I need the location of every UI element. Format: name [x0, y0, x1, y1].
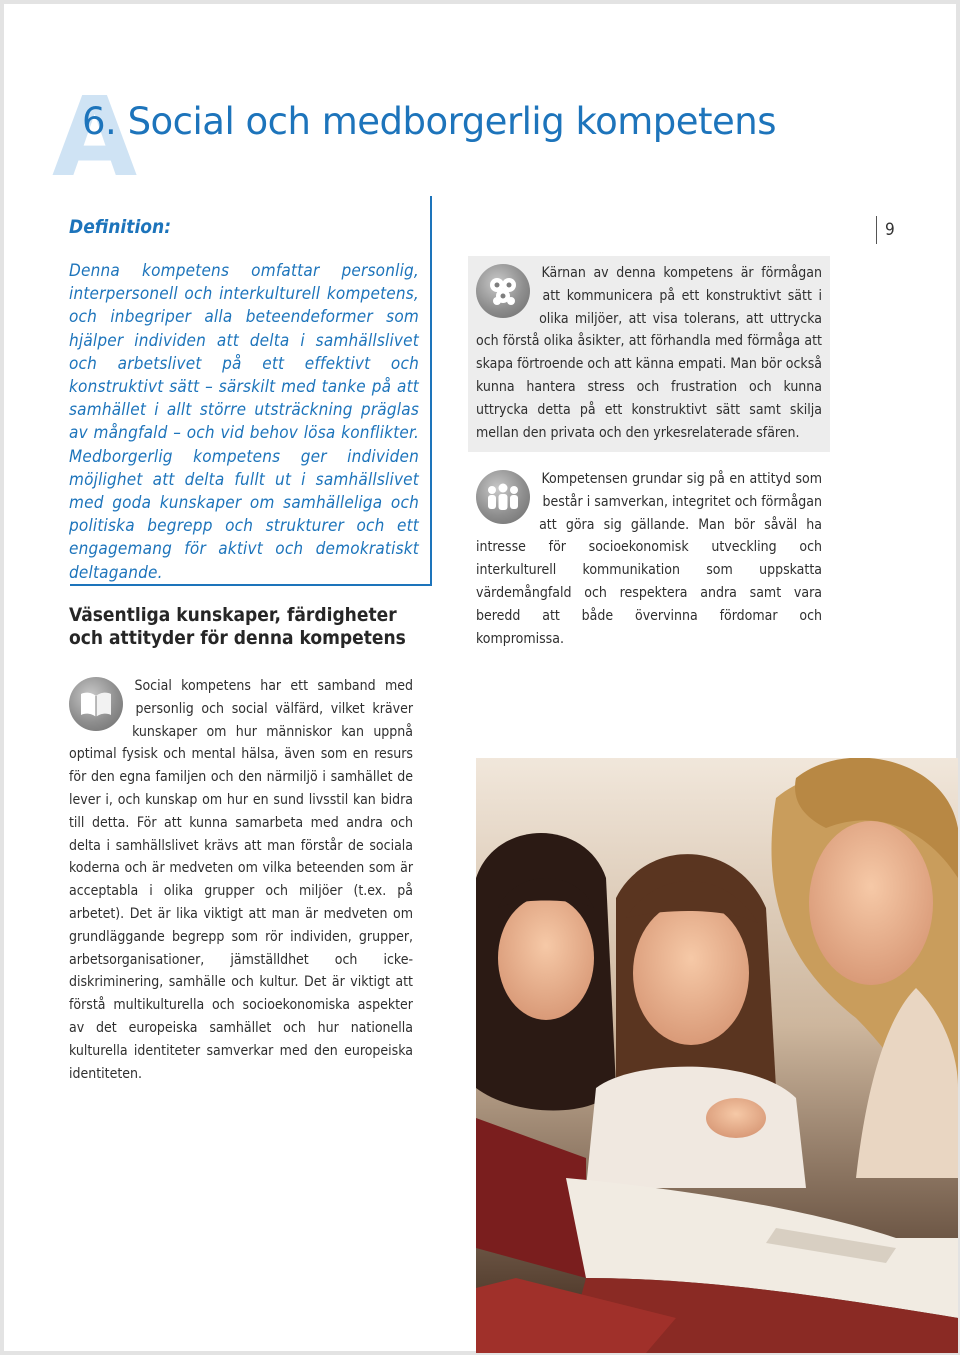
students-reading-photo: [476, 758, 958, 1353]
knowledge-text: Social kompetens har ett samband med personlig och social välfärd, vilket kräver kunskaper om hur människor kan uppnå optimal fysisk och mental hälsa, även som en resurs för den egna familjen och den närmiljö i samhället de lever i, och kunskap om hur en sund livsstil kan bidra till detta. För att kunna samarbeta med andra och delta i samhällslivet krävs att man förstår de sociala koderna och är medveten om vilka beteenden som är acceptabla i olika grupper och miljöer (t.ex. på arbetet). Det är lika viktigt att man är medveten om grundläggande begrepp som rör individen, grupper, arbetsorganisationer, jämställdhet och icke-diskriminering, samhälle och kultur. Det är viktigt att förstå multikulturella och socioekonomiska aspekter av det europeiska samhället och hur nationella kulturella identiteter samverkar med den europeiska identiteten.: [69, 678, 413, 1082]
book-icon: [69, 677, 123, 731]
skills-block: [476, 262, 822, 444]
page-number: 9: [876, 216, 895, 244]
definition-label: Definition:: [69, 216, 172, 238]
skills-box: [468, 256, 830, 452]
definition-frame-line: [430, 196, 432, 586]
attitudes-text: Kompetensen grundar sig på en attityd som består i samverkan, integritet och förmågan att göra sig gällande. Man bör såväl ha intresse för socioekonomisk utveckling och interkulturell kommunikation som uppskatta värdemångfald och respektera andra samt vara beredd att både övervinna fördomar och kompromissa.: [476, 471, 822, 647]
definition-text: Denna kompetens omfattar personlig, interpersonell och interkulturell kompetens, och inbegriper alla beteendeformer som hjälper individen att delta i samhällslivet och arbetslivet på ett effektivt och konstruktivt sätt – särskilt med tanke på att samhället i allt större utsträckning präglas av mångfald – och vid behov lösa konflikter. Medborgerlig kompetens ger individen möjlighet att delta fullt ut i samhällslivet med goda kunskaper om samhälleliga och politiska begrepp och strukturer och ett engagemang för aktivt och demokratiskt deltagande.: [69, 261, 419, 583]
knowledge-block: [69, 675, 413, 1085]
skills-text: Kärnan av denna kompetens är förmågan att kommunicera på ett konstruktivt sätt i olika miljöer, att visa tolerans, att uttrycka och förstå olika åsikter, att förhandla med förmåga att skapa förtroende och att känna empati. Man bör också kunna hantera stress och frustration och kunna uttrycka detta på ett konstruktivt sätt samt skilja mellan den privata och den yrkesrelaterade sfären.: [476, 265, 822, 441]
gears-icon: [476, 264, 530, 318]
attitudes-block: [476, 468, 822, 650]
page-title: 6. Social och medborgerlig kompetens: [82, 100, 776, 143]
section-subheading: Väsentliga kunskaper, färdigheter och attityder för denna kompetens: [69, 604, 406, 649]
people-icon: [476, 470, 530, 524]
section-letter: A: [52, 73, 136, 201]
